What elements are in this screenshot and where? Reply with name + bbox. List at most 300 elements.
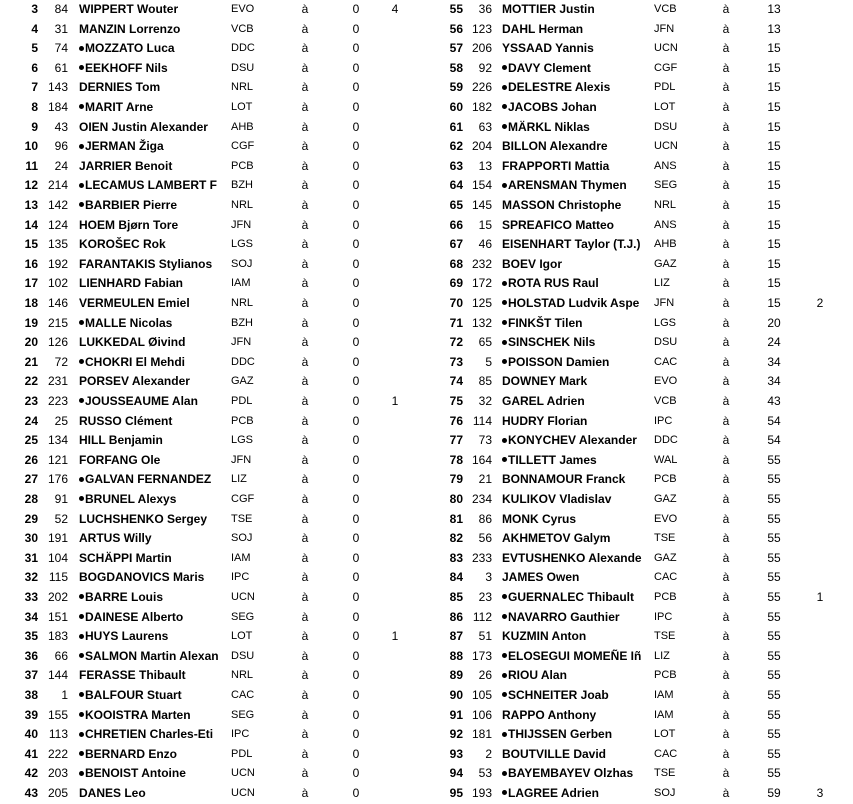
rank-cell: 61 [449, 119, 463, 134]
table-row [0, 784, 853, 804]
separator-cell: à [301, 394, 309, 408]
rank-cell: 82 [449, 531, 463, 546]
rider-name-cell [502, 39, 650, 59]
rider-name: DOWNEY Mark [502, 374, 588, 389]
separator-cell: à [722, 766, 730, 781]
bib-cell: 172 [471, 276, 492, 291]
bib-cell: 31 [54, 21, 68, 36]
bib-cell: 113 [48, 727, 68, 742]
rank-cell: 81 [449, 511, 463, 526]
time-gap-cell: 0 [352, 766, 360, 781]
time-gap-cell: 24 [767, 335, 781, 350]
separator-cell: à [301, 2, 309, 16]
time-gap-cell: 55 [767, 707, 781, 722]
rank-cell: 28 [24, 492, 38, 506]
bib-cell: 164 [471, 452, 492, 467]
team-code-cell: DSU [231, 649, 255, 662]
bib-cell: 114 [472, 413, 492, 428]
team-code-cell: VCB [654, 395, 677, 407]
rider-name: RIOU Alan [508, 668, 567, 683]
time-gap-cell: 55 [767, 727, 781, 742]
bib-cell: 181 [471, 727, 492, 742]
rider-name: BOEV Igor [502, 256, 563, 271]
bib-cell: 183 [47, 629, 68, 644]
team-code-cell: LOT [654, 728, 676, 741]
young-rider-dot-icon [502, 614, 507, 619]
time-gap-cell: 55 [767, 472, 781, 487]
separator-cell: à [301, 178, 309, 193]
separator-cell: à [301, 354, 309, 369]
rider-name: SINSCHEK Nils [508, 335, 596, 350]
bib-cell: 134 [47, 433, 68, 448]
rider-name-cell [502, 764, 650, 784]
time-gap-cell: 0 [352, 550, 360, 565]
bib-cell: 232 [471, 256, 492, 271]
team-code-cell: PDL [231, 747, 253, 760]
rank-cell: 21 [24, 354, 38, 369]
rank-cell: 74 [449, 374, 463, 389]
separator-cell: à [301, 217, 309, 232]
time-gap-cell: 34 [767, 374, 781, 389]
rider-name: BARBIER Pierre [85, 198, 178, 212]
time-gap-cell: 0 [352, 648, 360, 663]
bib-cell: 23 [478, 590, 492, 604]
team-code-cell: DSU [654, 120, 678, 133]
rider-name: HOLSTAD Ludvik Aspe [508, 296, 640, 310]
rank-cell: 14 [24, 217, 38, 232]
rider-name-cell [502, 666, 650, 686]
team-code-cell: GAZ [654, 257, 677, 270]
team-code-cell: SOJ [231, 257, 253, 270]
bib-cell: 203 [47, 766, 68, 781]
bib-cell: 5 [485, 354, 492, 369]
table-row [0, 0, 853, 20]
team-code-cell: UCN [654, 140, 678, 153]
team-code-cell: AHB [231, 120, 254, 133]
time-gap-cell: 0 [352, 688, 360, 702]
separator-cell: à [301, 158, 309, 173]
time-gap-cell: 15 [767, 198, 781, 212]
separator-cell: à [722, 335, 730, 350]
team-code-cell: SEG [231, 708, 255, 721]
rank-cell: 73 [449, 354, 463, 369]
rank-cell: 72 [449, 335, 463, 350]
table-row [0, 549, 853, 569]
separator-cell: à [722, 374, 730, 389]
bib-cell: 84 [54, 2, 68, 16]
bonus-cell: 3 [816, 786, 824, 800]
separator-cell: à [301, 60, 309, 75]
team-code-cell: EVO [654, 512, 678, 525]
young-rider-dot-icon [502, 65, 507, 70]
rider-name: SALMON Martin Alexan [85, 648, 219, 663]
time-gap-cell: 0 [352, 570, 360, 585]
rider-name-cell [502, 784, 650, 804]
time-gap-cell: 0 [352, 511, 360, 526]
rider-name: LUCHSHENKO Sergey [79, 511, 208, 526]
time-gap-cell: 0 [352, 394, 360, 408]
rider-name: ARENSMAN Thymen [508, 178, 627, 193]
rank-cell: 85 [449, 590, 463, 604]
bib-cell: 73 [478, 433, 492, 448]
bib-cell: 205 [47, 786, 68, 800]
rider-name: AKHMETOV Galym [502, 531, 611, 546]
rank-cell: 18 [24, 296, 38, 310]
rank-cell: 25 [24, 433, 38, 448]
rank-cell: 19 [24, 315, 38, 330]
rider-name: JOUSSEAUME Alan [85, 394, 198, 408]
time-gap-cell: 0 [352, 296, 360, 310]
bib-cell: 72 [54, 354, 68, 369]
separator-cell: à [301, 786, 309, 800]
rank-cell: 36 [24, 648, 38, 663]
rider-name: MÄRKL Niklas [508, 119, 590, 134]
separator-cell: à [722, 570, 730, 585]
separator-cell: à [301, 119, 309, 134]
separator-cell: à [301, 139, 309, 154]
team-code-cell: NRL [231, 297, 254, 309]
rider-name: BARRE Louis [85, 590, 163, 604]
time-gap-cell: 0 [352, 629, 360, 644]
rank-cell: 20 [24, 335, 38, 350]
time-gap-cell: 54 [767, 433, 781, 448]
time-gap-cell: 15 [767, 256, 781, 271]
rank-cell: 95 [449, 786, 463, 800]
table-row [0, 706, 853, 726]
rider-name: FERASSE Thibault [79, 668, 186, 683]
separator-cell: à [301, 296, 309, 310]
team-code-cell: VCB [231, 22, 254, 35]
team-code-cell: NRL [231, 669, 254, 682]
separator-cell: à [301, 629, 309, 644]
rank-cell: 94 [449, 766, 463, 781]
table-row [0, 118, 853, 138]
table-row [0, 235, 853, 255]
time-gap-cell: 55 [767, 609, 781, 624]
time-gap-cell: 55 [767, 531, 781, 546]
time-gap-cell: 13 [767, 2, 781, 16]
time-gap-cell: 13 [767, 21, 781, 36]
bib-cell: 146 [47, 296, 68, 310]
table-row [0, 666, 853, 686]
separator-cell: à [722, 629, 730, 644]
team-code-cell: PDL [231, 395, 253, 407]
team-code-cell: JFN [231, 218, 252, 231]
table-row [0, 431, 853, 451]
rider-name: PORSEV Alexander [79, 374, 190, 389]
team-code-cell: ANS [654, 218, 677, 231]
team-code-cell: LGS [231, 434, 254, 447]
time-gap-cell: 55 [767, 550, 781, 565]
separator-cell: à [301, 335, 309, 350]
bib-cell: 102 [47, 276, 68, 291]
rider-name: RAPPO Anthony [502, 707, 597, 722]
rider-name-cell [502, 274, 650, 294]
time-gap-cell: 55 [767, 668, 781, 683]
rider-name: RUSSO Clément [79, 413, 173, 428]
rider-name-cell [502, 725, 650, 745]
separator-cell: à [301, 550, 309, 565]
separator-cell: à [722, 80, 730, 95]
time-gap-cell: 0 [352, 786, 360, 800]
rider-name-cell [502, 98, 650, 118]
time-gap-cell: 54 [767, 413, 781, 428]
team-code-cell: LIZ [231, 473, 247, 486]
team-code-cell: LOT [231, 101, 253, 113]
rank-cell: 7 [31, 80, 38, 95]
rank-cell: 38 [24, 688, 38, 702]
team-code-cell: UCN [231, 767, 255, 780]
rank-cell: 77 [449, 433, 463, 448]
team-code-cell: DSU [654, 336, 678, 349]
rider-name: DELESTRE Alexis [508, 80, 611, 95]
rider-name: EEKHOFF Nils [85, 60, 168, 75]
rank-cell: 91 [449, 707, 463, 722]
team-code-cell: PCB [654, 473, 677, 486]
separator-cell: à [722, 746, 730, 761]
separator-cell: à [301, 648, 309, 663]
bib-cell: 231 [47, 374, 68, 389]
separator-cell: à [301, 492, 309, 506]
rider-name: DANES Leo [79, 786, 146, 800]
time-gap-cell: 15 [767, 276, 781, 291]
table-row [0, 216, 853, 236]
bib-cell: 222 [47, 746, 68, 761]
bib-cell: 15 [478, 217, 492, 232]
separator-cell: à [722, 727, 730, 742]
young-rider-dot-icon [502, 653, 507, 658]
rank-cell: 9 [31, 119, 38, 134]
bib-cell: 184 [47, 100, 68, 114]
rank-cell: 70 [449, 296, 463, 310]
rider-name: SCHÄPPI Martin [79, 550, 172, 565]
bib-cell: 65 [478, 335, 492, 350]
rank-cell: 30 [24, 531, 38, 546]
time-gap-cell: 55 [767, 492, 781, 506]
bib-cell: 26 [478, 668, 492, 683]
rank-cell: 16 [24, 256, 38, 271]
time-gap-cell: 55 [767, 511, 781, 526]
separator-cell: à [722, 178, 730, 193]
bib-cell: 132 [471, 315, 492, 330]
rider-name: GUERNALEC Thibault [508, 590, 634, 604]
rider-name: FORFANG Ole [79, 452, 161, 467]
time-gap-cell: 0 [352, 315, 360, 330]
rider-name: MOZZATO Luca [85, 41, 175, 56]
separator-cell: à [722, 315, 730, 330]
bib-cell: 151 [47, 609, 68, 624]
team-code-cell: PDL [654, 81, 676, 94]
team-code-cell: GAZ [231, 375, 254, 388]
rank-cell: 57 [449, 41, 463, 56]
time-gap-cell: 0 [352, 590, 360, 604]
team-code-cell: LIZ [654, 649, 670, 662]
rider-name: CHRETIEN Charles-Eti [85, 727, 214, 742]
rank-cell: 23 [24, 394, 38, 408]
rank-cell: 69 [449, 276, 463, 291]
young-rider-dot-icon [502, 673, 507, 678]
rider-name: THIJSSEN Gerben [508, 727, 613, 742]
table-row [0, 98, 853, 118]
team-code-cell: IAM [654, 708, 674, 721]
time-gap-cell: 0 [352, 237, 360, 252]
team-code-cell: GAZ [654, 551, 677, 564]
rider-name: DERNIES Tom [79, 80, 161, 95]
team-code-cell: CAC [654, 571, 678, 584]
time-gap-cell: 0 [352, 158, 360, 173]
bonus-cell: 2 [816, 296, 824, 310]
team-code-cell: PCB [231, 159, 254, 172]
time-gap-cell: 0 [352, 746, 360, 761]
bonus-cell: 4 [391, 2, 399, 16]
bib-cell: 143 [47, 80, 68, 95]
bib-cell: 126 [47, 335, 68, 350]
team-code-cell: LOT [654, 101, 676, 113]
rank-cell: 65 [449, 198, 463, 212]
rider-name-cell [502, 314, 650, 334]
bib-cell: 96 [54, 139, 68, 154]
team-code-cell: ANS [654, 159, 677, 172]
rider-name-cell [502, 745, 650, 765]
rider-name: JAMES Owen [502, 570, 580, 585]
bib-cell: 13 [478, 158, 492, 173]
time-gap-cell: 0 [352, 256, 360, 271]
time-gap-cell: 15 [767, 217, 781, 232]
separator-cell: à [301, 452, 309, 467]
rank-cell: 60 [449, 100, 463, 114]
table-row [0, 196, 853, 216]
rank-cell: 84 [449, 570, 463, 585]
bib-cell: 135 [47, 237, 68, 252]
young-rider-dot-icon [502, 104, 507, 109]
time-gap-cell: 0 [352, 80, 360, 95]
team-code-cell: IPC [231, 728, 250, 741]
rank-cell: 86 [449, 609, 463, 624]
separator-cell: à [301, 570, 309, 585]
team-code-cell: IPC [654, 610, 673, 623]
separator-cell: à [722, 511, 730, 526]
separator-cell: à [301, 256, 309, 271]
bonus-cell: 1 [816, 590, 824, 604]
rider-name: JARRIER Benoit [79, 158, 173, 173]
time-gap-cell: 0 [352, 60, 360, 75]
rank-cell: 89 [449, 668, 463, 683]
rider-name-cell [502, 353, 650, 373]
table-row [0, 333, 853, 353]
bib-cell: 63 [478, 119, 492, 134]
time-gap-cell: 15 [767, 158, 781, 173]
separator-cell: à [722, 433, 730, 448]
bib-cell: 92 [478, 60, 492, 75]
rank-cell: 71 [449, 315, 463, 330]
team-code-cell: TSE [231, 512, 253, 525]
rider-name: GAREL Adrien [502, 394, 585, 408]
bib-cell: 86 [478, 511, 492, 526]
separator-cell: à [722, 41, 730, 56]
team-code-cell: DDC [654, 434, 678, 447]
rider-name-cell [502, 118, 650, 138]
bib-cell: 106 [471, 707, 492, 722]
table-row [0, 392, 853, 412]
bonus-cell: 1 [391, 629, 399, 644]
bib-cell: 125 [471, 296, 492, 310]
rank-cell: 29 [24, 511, 38, 526]
bib-cell: 144 [47, 668, 68, 683]
rider-name: VERMEULEN Emiel [79, 296, 190, 310]
bib-cell: 36 [478, 2, 492, 16]
team-code-cell: BZH [231, 179, 253, 192]
separator-cell: à [301, 472, 309, 487]
table-row [0, 470, 853, 490]
young-rider-dot-icon [502, 85, 507, 90]
rider-name-cell [502, 0, 650, 20]
time-gap-cell: 0 [352, 276, 360, 291]
rider-name: POISSON Damien [508, 354, 610, 369]
rank-cell: 79 [449, 472, 463, 487]
time-gap-cell: 15 [767, 296, 781, 310]
rank-cell: 88 [449, 648, 463, 663]
bib-cell: 214 [47, 178, 68, 193]
rank-cell: 58 [449, 60, 463, 75]
rank-cell: 64 [449, 178, 463, 193]
team-code-cell: CAC [231, 689, 255, 701]
bib-cell: 53 [478, 766, 492, 781]
rider-name: KONYCHEV Alexander [508, 433, 637, 448]
separator-cell: à [722, 609, 730, 624]
rank-cell: 4 [31, 21, 38, 36]
table-row [0, 78, 853, 98]
table-row [0, 157, 853, 177]
table-row [0, 451, 853, 471]
young-rider-dot-icon [502, 320, 507, 325]
separator-cell: à [722, 531, 730, 546]
rider-name: MOTTIER Justin [502, 2, 595, 16]
rider-name: KULIKOV Vladislav [502, 492, 612, 506]
bib-cell: 1 [61, 688, 68, 702]
rank-cell: 12 [24, 178, 38, 193]
team-code-cell: SOJ [231, 532, 253, 545]
rider-name: ARTUS Willy [79, 531, 152, 546]
young-rider-dot-icon [502, 457, 507, 462]
rank-cell: 80 [449, 492, 463, 506]
table-row [0, 529, 853, 549]
bib-cell: 206 [471, 41, 492, 56]
rider-name-cell [502, 490, 650, 510]
rider-name: EVTUSHENKO Alexande [502, 550, 642, 565]
team-code-cell: PCB [231, 414, 254, 427]
rider-name: NAVARRO Gauthier [508, 609, 620, 624]
separator-cell: à [722, 100, 730, 114]
time-gap-cell: 0 [352, 198, 360, 212]
time-gap-cell: 15 [767, 60, 781, 75]
separator-cell: à [722, 256, 730, 271]
bib-cell: 21 [478, 472, 492, 487]
rider-name-cell [502, 294, 650, 314]
team-code-cell: CGF [231, 140, 255, 153]
young-rider-dot-icon [502, 340, 507, 345]
team-code-cell: NRL [231, 81, 254, 94]
rider-name: BRUNEL Alexys [85, 492, 177, 506]
time-gap-cell: 0 [352, 217, 360, 232]
table-row [0, 39, 853, 59]
rider-name: HUYS Laurens [85, 629, 169, 644]
rider-name: KOOISTRA Marten [85, 707, 191, 722]
separator-cell: à [301, 100, 309, 114]
separator-cell: à [301, 413, 309, 428]
time-gap-cell: 0 [352, 21, 360, 36]
young-rider-dot-icon [502, 771, 507, 776]
rider-name-cell [502, 627, 650, 647]
